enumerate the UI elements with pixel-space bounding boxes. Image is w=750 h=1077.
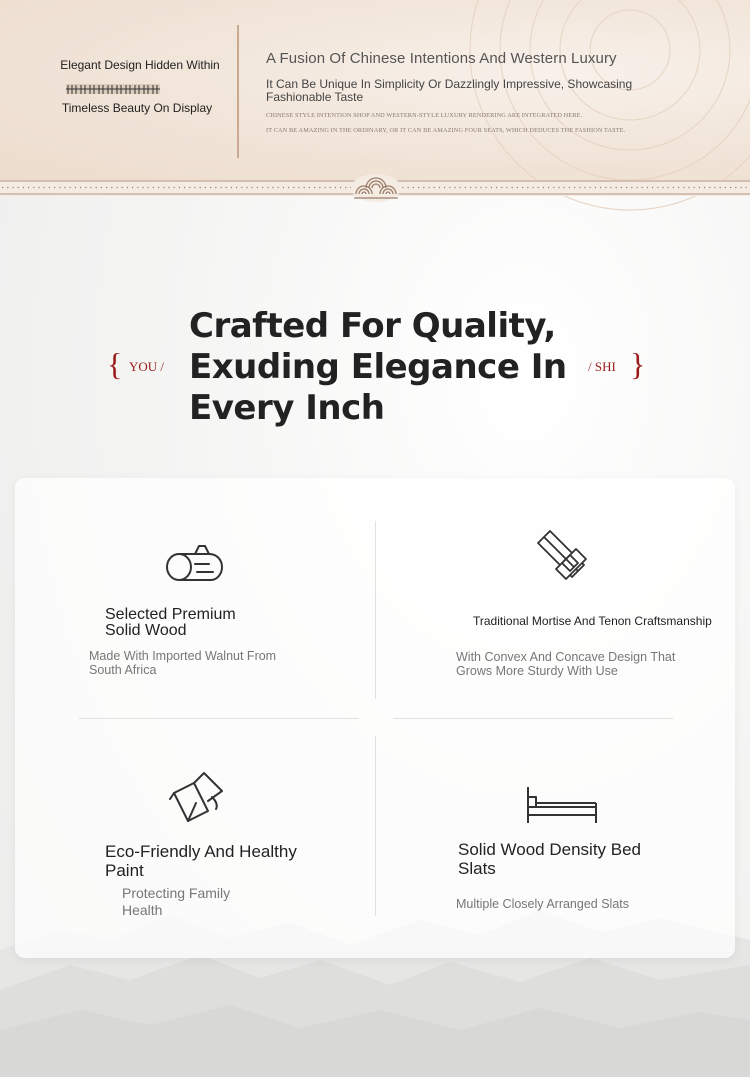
header-left-line3: Timeless Beauty On Display bbox=[61, 101, 213, 115]
header-subtitle: It Can Be Unique In Simplicity Or Dazzlingly Impressive, Showcasing Fashionable Taste bbox=[266, 77, 633, 104]
header-small-line1: CHINESE STYLE INTENTION SHOP AND WESTERN-STYLE LUXURY RENDERING ARE INTEGRATED HERE. bbox=[266, 112, 583, 119]
paint-bucket-icon bbox=[168, 769, 224, 825]
left-tag-slash: / bbox=[160, 359, 165, 374]
feature-desc-2: With Convex And Concave Design That Grows More Sturdy With Use bbox=[456, 650, 676, 678]
header-banner bbox=[0, 0, 750, 182]
right-tag-text: SHI bbox=[594, 359, 616, 374]
bed-icon bbox=[526, 785, 598, 825]
feature-desc-3: Protecting Family Health bbox=[122, 885, 231, 918]
card-divider-vertical-top bbox=[375, 521, 376, 699]
right-bracket: } bbox=[630, 346, 646, 382]
feature-desc-1: Made With Imported Walnut From South Africa bbox=[89, 649, 277, 677]
log-icon bbox=[165, 542, 225, 584]
header-left-block bbox=[40, 58, 240, 115]
cloud-wave-emblem bbox=[350, 172, 402, 204]
stamp-text-graphic bbox=[66, 82, 160, 96]
feature-title-1: Selected Premium Solid Wood bbox=[105, 606, 236, 639]
feature-title-4: Solid Wood Density Bed Slats bbox=[458, 840, 642, 878]
section-title bbox=[189, 306, 569, 429]
header-divider bbox=[237, 25, 239, 158]
header-title: A Fusion Of Chinese Intentions And Western Luxury bbox=[266, 50, 617, 67]
card-divider-horizontal-left bbox=[79, 718, 359, 719]
header-right-block bbox=[266, 50, 706, 134]
card-divider-horizontal-right bbox=[393, 718, 673, 719]
right-tag-slash: / bbox=[588, 359, 592, 374]
feature-title-3: Eco-Friendly And Healthy Paint bbox=[105, 842, 297, 880]
right-tag bbox=[588, 359, 616, 375]
title-line2: Exuding Elegance In bbox=[189, 347, 567, 387]
left-bracket: { bbox=[107, 346, 123, 382]
card-divider-vertical-bottom bbox=[375, 736, 376, 916]
feature-desc-4: Multiple Closely Arranged Slats bbox=[456, 897, 629, 911]
feature-title-2: Traditional Mortise And Tenon Craftsmanship bbox=[473, 614, 712, 628]
left-tag-text: YOU bbox=[129, 359, 158, 374]
title-line3: Every Inch bbox=[189, 388, 385, 428]
header-left-line1: Elegant Design Hidden Within bbox=[60, 58, 220, 72]
left-tag bbox=[129, 359, 164, 375]
title-line1: Crafted For Quality, bbox=[189, 306, 556, 346]
header-small-line2: IT CAN BE AMAZING IN THE ORDINARY, OR IT CAN BE AMAZING FOUR SEATS, WHICH DEDUCES THE FASHION TASTE. bbox=[266, 127, 626, 134]
mortise-tenon-icon bbox=[536, 529, 588, 583]
